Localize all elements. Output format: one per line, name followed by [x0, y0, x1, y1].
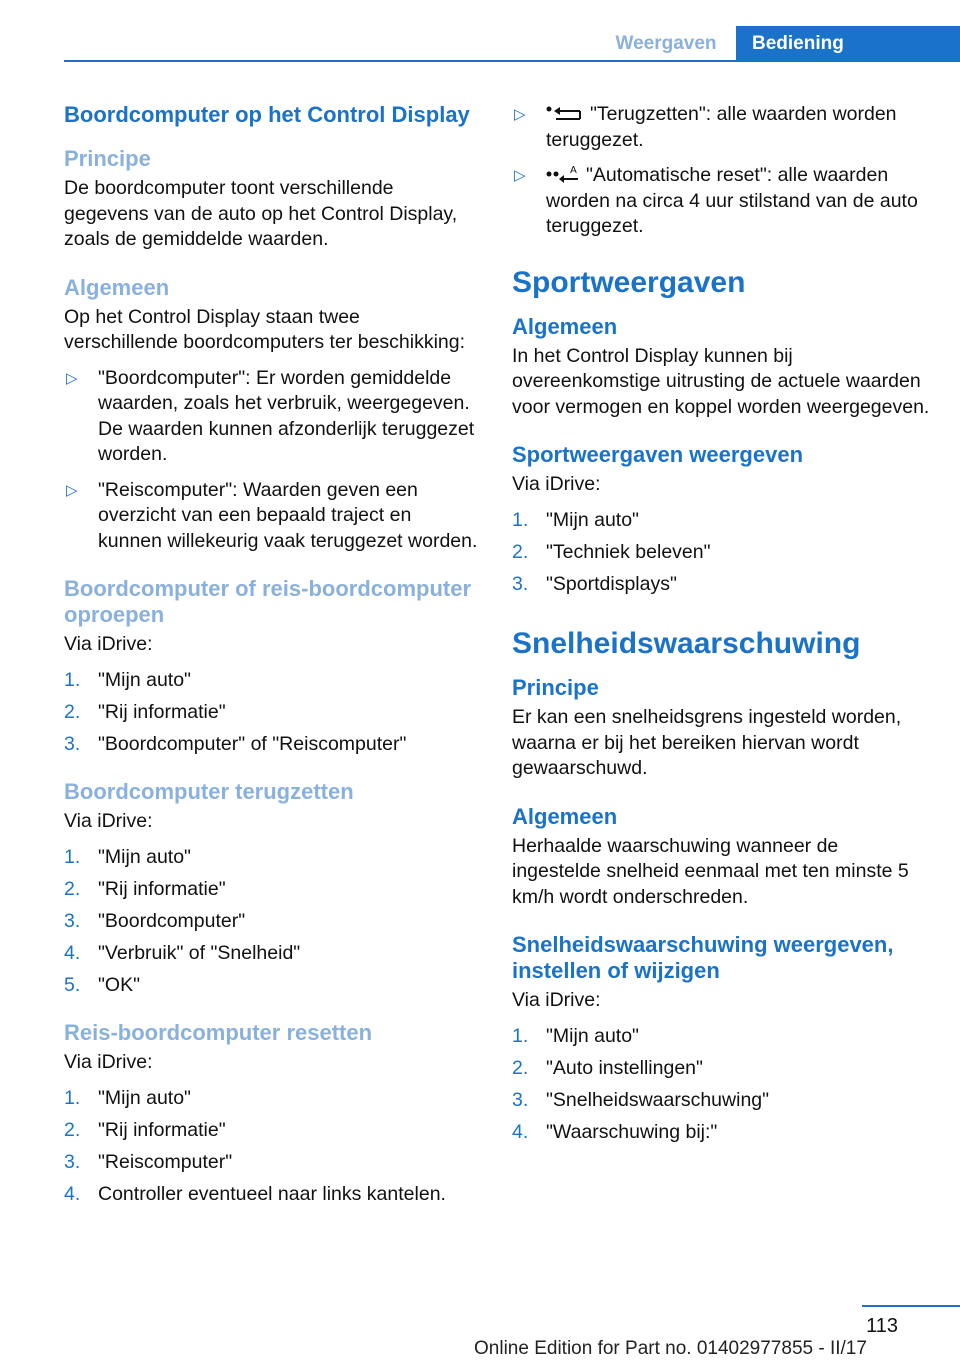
- triangle-bullet-icon: ▷: [66, 481, 78, 499]
- heading-terugzetten: Boordcomputer terugzetten: [64, 779, 354, 804]
- sport-steps: [512, 508, 930, 598]
- heading-resetten: Reis-boordcomputer resetten: [64, 1020, 373, 1045]
- list-item: ▷ "Boordcomputer": Er worden gemiddelde waarden, zoals het verbruik, weergegeven. De waarden kunnen afzonderlijk teruggezet worden.: [66, 366, 475, 465]
- tab-bediening[interactable]: Bediening: [736, 26, 960, 62]
- left-column: [64, 102, 479, 1229]
- heading-snel-instellen: Snelheidswaarschuwing weergeven, instellen of wijzigen: [512, 932, 894, 983]
- heading-principe: Principe: [64, 146, 151, 171]
- principe-text: De boordcomputer toont verschillende gegevens van de auto op het Control Display, zoals de gemiddelde waarden.: [64, 177, 458, 250]
- list-item: 1. "Mijn auto": [512, 1024, 639, 1047]
- triangle-bullet-icon: ▷: [514, 106, 526, 123]
- list-item: 3. "Snelheidswaarschuwing": [512, 1088, 770, 1111]
- list-item: 2. "Rij informatie": [64, 877, 226, 900]
- section-title-sportweergaven: Sportweergaven: [512, 265, 746, 299]
- svg-text:A: A: [570, 165, 577, 176]
- list-item: 1. "Mijn auto": [64, 1086, 191, 1109]
- list-item: 3. "Reiscomputer": [64, 1150, 233, 1173]
- terugzetten-steps: [64, 845, 479, 999]
- algemeen-list: [64, 366, 479, 555]
- section-title-snelheidswaarschuwing: Snelheidswaarschuwing: [512, 627, 861, 660]
- list-item: 5. "OK": [64, 973, 141, 996]
- triangle-bullet-icon: ▷: [514, 167, 526, 184]
- reset-options-list: [512, 102, 930, 240]
- auto-reset-icon: [546, 164, 580, 184]
- heading-sport-weergeven: Sportweergaven weergeven: [512, 442, 804, 467]
- algemeen-text: Op het Control Display staan twee verschillende boordcomputers ter beschikking:: [64, 305, 466, 353]
- list-item: 4. "Verbruik" of "Snelheid": [64, 941, 301, 964]
- list-item: ▷ A "Automatische reset": alle waarden worden na circa 4 uur stilstand van de auto teruggezet.: [514, 164, 918, 237]
- list-item: 3. "Boordcomputer": [64, 909, 246, 932]
- heading-snel-principe: Principe: [512, 675, 599, 700]
- list-item: 4. Controller eventueel naar links kantelen.: [64, 1182, 446, 1205]
- sport-via: Via iDrive:: [512, 473, 601, 495]
- heading-snel-algemeen: Algemeen: [512, 803, 618, 829]
- heading-sport-algemeen: Algemeen: [512, 313, 618, 339]
- terugzetten-via: Via iDrive:: [64, 810, 153, 832]
- list-item: 1. "Mijn auto": [64, 845, 191, 868]
- snel-via: Via iDrive:: [512, 989, 601, 1011]
- list-item: 4. "Waarschuwing bij:": [512, 1120, 718, 1143]
- list-item: ▷ "Terugzetten": alle waarden worden teruggezet.: [514, 103, 897, 151]
- reset-arrow-icon: [546, 105, 584, 123]
- list-item: 3. "Sportdisplays": [512, 572, 677, 595]
- footer-rule: [862, 1305, 960, 1307]
- heading-oproepen: Boordcomputer of reis-boordcomputer oproepen: [64, 576, 472, 627]
- page-number: 113: [866, 1315, 898, 1337]
- list-item: 2. "Techniek beleven": [512, 540, 711, 563]
- list-item: 2. "Rij informatie": [64, 700, 226, 723]
- heading-algemeen: Algemeen: [64, 274, 170, 300]
- snel-steps: [512, 1024, 930, 1146]
- list-item: 1. "Mijn auto": [512, 508, 639, 531]
- section-title-boordcomputer: Boordcomputer op het Control Display: [64, 102, 470, 127]
- list-item: 2. "Auto instellingen": [512, 1056, 703, 1079]
- edition-line: Online Edition for Part no. 01402977855 - II/17: [474, 1338, 867, 1359]
- sport-algemeen-text: In het Control Display kunnen bij overeenkomstige uitrusting de actuele waarden voor vermogen en koppel worden weergegeven.: [512, 344, 930, 418]
- oproepen-steps: [64, 668, 479, 758]
- snel-principe-text: Er kan een snelheidsgrens ingesteld worden, waarna er bij het bereiken hiervan wordt gewaarschuwd.: [512, 706, 902, 779]
- oproepen-via: Via iDrive:: [64, 633, 153, 655]
- tab-weergaven[interactable]: Weergaven: [615, 33, 717, 54]
- snel-algemeen-text: Herhaalde waarschuwing wanneer de ingestelde snelheid eenmaal met ten minste 5 km/h wordt onderschreden.: [512, 834, 909, 908]
- list-item: ▷ "Reiscomputer": Waarden geven een overzicht van een bepaald traject en kunnen willekeurig vaak teruggezet worden.: [66, 478, 478, 552]
- resetten-via: Via iDrive:: [64, 1051, 153, 1073]
- right-column: [512, 102, 930, 1167]
- triangle-bullet-icon: ▷: [66, 369, 78, 387]
- list-item: 2. "Rij informatie": [64, 1118, 226, 1141]
- resetten-steps: [64, 1086, 479, 1208]
- list-item: 3. "Boordcomputer" of "Reiscomputer": [64, 732, 407, 755]
- list-item: 1. "Mijn auto": [64, 668, 191, 691]
